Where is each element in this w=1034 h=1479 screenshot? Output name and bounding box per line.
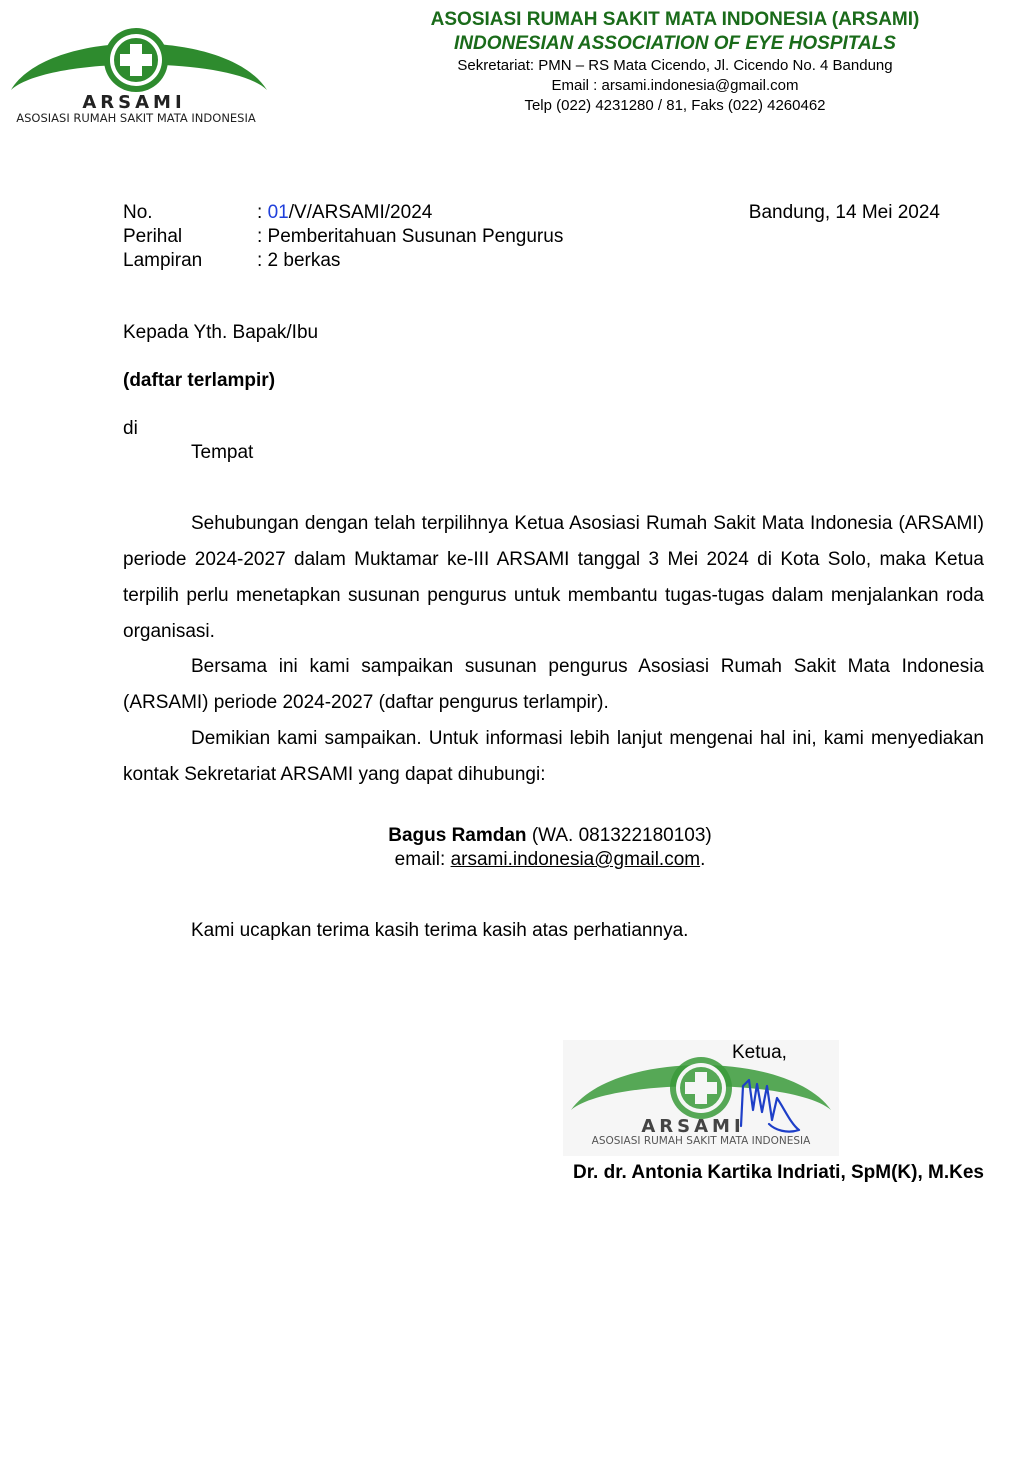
contact-wa: (WA. 081322180103) xyxy=(526,825,712,846)
stamp-text: ARSAMI xyxy=(641,1116,745,1137)
lampiran-label: Lampiran xyxy=(123,250,203,271)
contact-email-line: email: arsami.indonesia@gmail.com. xyxy=(394,849,706,870)
body-paragraph-2: Bersama ini kami sampaikan susunan pengurus Asosiasi Rumah Sakit Mata Indonesia (ARSAMI) periode 2024-2027 (daftar pengurus terlampir). xyxy=(123,656,984,713)
recipient-place: Tempat xyxy=(191,442,254,463)
body-paragraph-1: Sehubungan dengan telah terpilihnya Ketua Asosiasi Rumah Sakit Mata Indonesia (ARSAMI) periode 2024-2027 dalam Muktamar ke-III ARSAMI tanggal 3 Mei 2024 di Kota Solo, maka Ketua terpilih perlu menetapkan susunan pengurus untuk membantu tugas-tugas dalam menjalankan roda organisasi. xyxy=(123,513,984,642)
recipient-list-note: (daftar terlampir) xyxy=(123,370,276,391)
perihal-label: Perihal xyxy=(123,226,183,247)
arsami-logo xyxy=(8,8,270,126)
logo-subtext: ASOSIASI RUMAH SAKIT MATA INDONESIA xyxy=(16,111,256,125)
contact-email-link[interactable]: arsami.indonesia@gmail.com xyxy=(450,849,701,870)
contact-name: Bagus Ramdan xyxy=(388,825,527,846)
org-name: ASOSIASI RUMAH SAKIT MATA INDONESIA (ARSAMI) xyxy=(430,9,920,30)
letterhead-phone: Telp (022) 4231280 / 81, Faks (022) 4260462 xyxy=(524,97,826,114)
letter-number: 01 xyxy=(267,202,289,223)
recipient-di: di xyxy=(123,418,138,439)
stamp-seal xyxy=(563,1040,839,1156)
no-label: No. xyxy=(123,202,153,223)
signature-title: Ketua, xyxy=(732,1042,787,1063)
lampiran-value: : 2 berkas xyxy=(257,250,341,271)
logo-text: ARSAMI xyxy=(82,92,186,113)
letterhead-email: Email : arsami.indonesia@gmail.com xyxy=(551,77,799,94)
no-value: : 01/V/ARSAMI/2024 xyxy=(257,202,433,223)
body-paragraph-3: Demikian kami sampaikan. Untuk informasi lebih lanjut mengenai hal ini, kami menyediakan kontak Sekretariat ARSAMI yang dapat dihubungi: xyxy=(123,728,984,785)
signatory-name: Dr. dr. Antonia Kartika Indriati, SpM(K), M.Kes xyxy=(572,1162,984,1183)
closing-line: Kami ucapkan terima kasih terima kasih atas perhatiannya. xyxy=(191,920,689,941)
perihal-value: : Pemberitahuan Susunan Pengurus xyxy=(257,226,564,247)
secretariat-address: Sekretariat: PMN – RS Mata Cicendo, Jl. Cicendo No. 4 Bandung xyxy=(457,57,893,74)
org-name-english: INDONESIAN ASSOCIATION OF EYE HOSPITALS xyxy=(454,33,896,54)
recipient-line: Kepada Yth. Bapak/Ibu xyxy=(123,322,319,343)
stamp-subtext: ASOSIASI RUMAH SAKIT MATA INDONESIA xyxy=(591,1135,811,1147)
letter-date: Bandung, 14 Mei 2024 xyxy=(748,202,940,223)
contact-person xyxy=(0,824,1034,848)
